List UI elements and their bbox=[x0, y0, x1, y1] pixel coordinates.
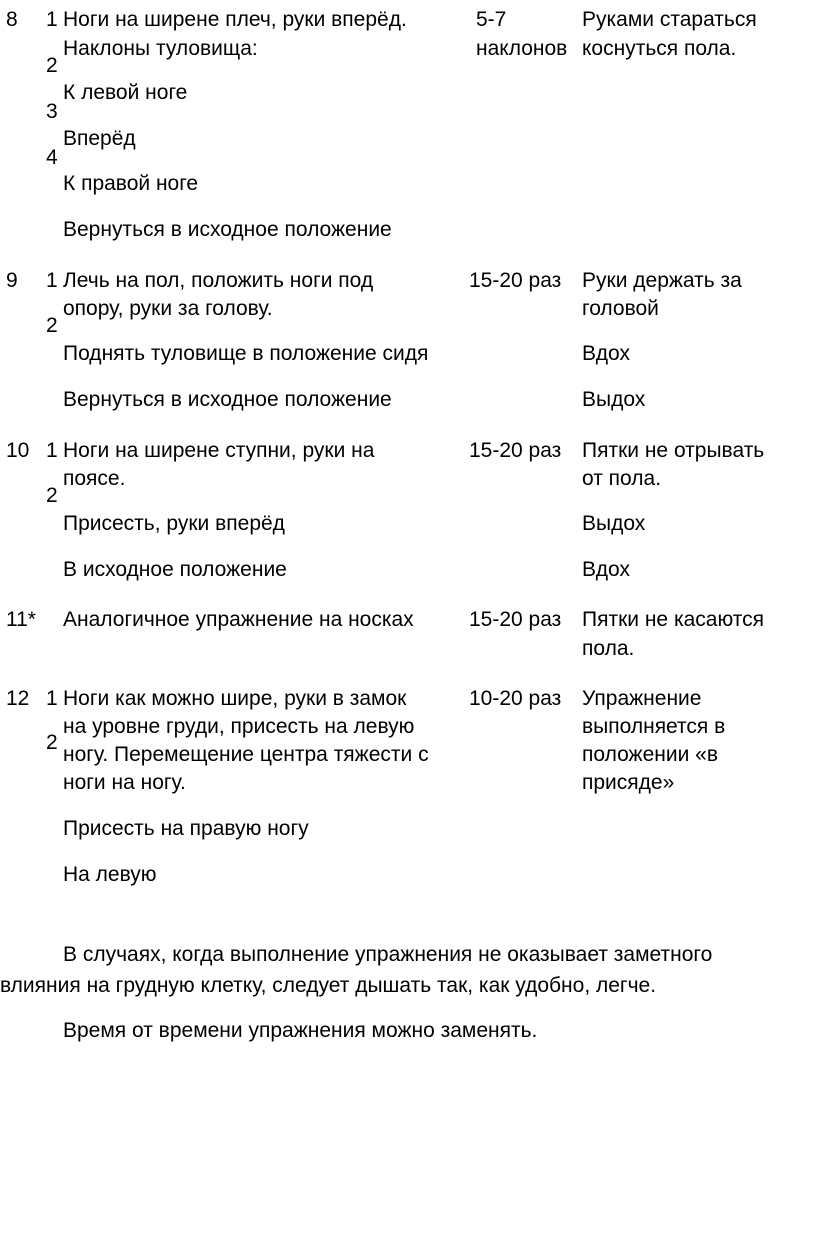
exercise-note: Руками стараться bbox=[582, 8, 757, 31]
exercise-description-line: Ноги как можно шире, руки в замок bbox=[63, 687, 407, 710]
exercise-note: Пятки не касаются bbox=[582, 608, 764, 631]
count-label: 3 bbox=[46, 100, 58, 123]
dosage: 15-20 раз bbox=[469, 608, 562, 631]
exercise-description-line: В исходное положение bbox=[63, 558, 287, 581]
exercise-note: Выдох bbox=[582, 388, 646, 411]
exercise-note: Руки держать за bbox=[582, 269, 742, 292]
dosage: 15-20 раз bbox=[469, 439, 562, 462]
count-label: 2 bbox=[46, 54, 58, 77]
count-label: 1 bbox=[46, 8, 58, 31]
count-label: 4 bbox=[46, 146, 58, 169]
exercise-description-line: Присесть, руки вперёд bbox=[63, 512, 285, 535]
exercise-description-line: Лечь на пол, положить ноги под bbox=[63, 269, 374, 292]
exercise-number: 8 bbox=[6, 8, 18, 31]
exercise-note: Вдох bbox=[582, 558, 630, 581]
exercise-description-line: Ноги на ширене ступни, руки на bbox=[63, 439, 375, 462]
exercise-description-line: на уровне груди, присесть на левую bbox=[63, 715, 415, 738]
exercise-note: Пятки не отрывать bbox=[582, 439, 765, 462]
dosage: 15-20 раз bbox=[469, 269, 562, 292]
paragraph-line: влияния на грудную клетку, следует дышать так, как удобно, легче. bbox=[0, 974, 657, 997]
count-label: 2 bbox=[46, 731, 58, 754]
exercise-note: головой bbox=[582, 297, 659, 320]
exercise-description-line: ногу. Перемещение центра тяжести с bbox=[63, 743, 429, 766]
exercise-description-line: поясе. bbox=[63, 467, 126, 490]
exercise-note: присяде» bbox=[582, 771, 675, 794]
exercise-description-line: На левую bbox=[63, 863, 157, 886]
exercise-description-line: Вернуться в исходное положение bbox=[63, 218, 392, 241]
exercise-number: 11* bbox=[6, 608, 36, 631]
exercise-number: 10 bbox=[6, 439, 30, 462]
paragraph-line: В случаях, когда выполнение упражнения не оказывает заметного bbox=[63, 943, 713, 966]
exercise-note: положении «в bbox=[582, 743, 718, 766]
exercise-description-line: Вернуться в исходное положение bbox=[63, 388, 392, 411]
count-label: 1 bbox=[46, 269, 58, 292]
exercise-description-line: Вперёд bbox=[63, 127, 136, 150]
count-label: 2 bbox=[46, 314, 58, 337]
exercise-description-line: Ноги на ширене плеч, руки вперёд. bbox=[63, 8, 407, 31]
exercise-note: Вдох bbox=[582, 342, 630, 365]
exercise-number: 12 bbox=[6, 687, 30, 710]
exercise-description-line: Поднять туловище в положение сидя bbox=[63, 342, 429, 365]
count-label: 1 bbox=[46, 439, 58, 462]
exercise-note: Выдох bbox=[582, 512, 646, 535]
exercise-description-line: К левой ноге bbox=[63, 81, 188, 104]
exercise-description-line: ноги на ногу. bbox=[63, 771, 186, 794]
paragraph-line: Время от времени упражнения можно заменять. bbox=[63, 1019, 538, 1042]
dosage: наклонов bbox=[476, 37, 568, 60]
exercise-note: пола. bbox=[582, 637, 635, 660]
exercise-note: от пола. bbox=[582, 467, 662, 490]
exercise-description-line: К правой ноге bbox=[63, 172, 199, 195]
exercise-description-line: Присесть на правую ногу bbox=[63, 817, 309, 840]
exercise-description-line: опору, руки за голову. bbox=[63, 297, 273, 320]
count-label: 2 bbox=[46, 484, 58, 507]
count-label: 1 bbox=[46, 687, 58, 710]
exercise-number: 9 bbox=[6, 269, 18, 292]
exercise-note: выполняется в bbox=[582, 715, 726, 738]
exercise-description-line: Аналогичное упражнение на носках bbox=[63, 608, 414, 631]
exercise-description-line: Наклоны туловища: bbox=[63, 37, 258, 60]
exercise-note: Упражнение bbox=[582, 687, 702, 710]
dosage: 5-7 bbox=[476, 8, 507, 31]
dosage: 10-20 раз bbox=[469, 687, 562, 710]
exercise-note: коснуться пола. bbox=[582, 37, 737, 60]
